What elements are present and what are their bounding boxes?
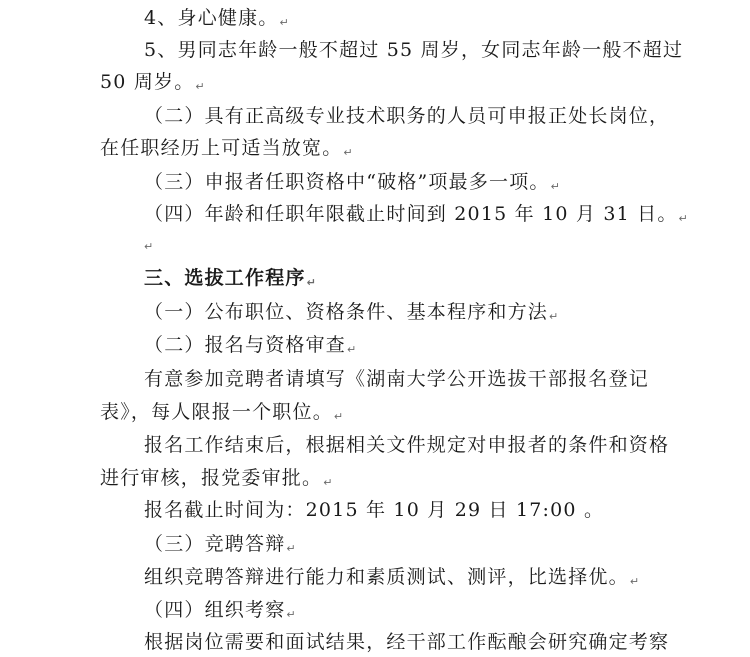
line-text: （一）公布职位、资格条件、基本程序和方法 xyxy=(144,301,549,323)
line-text: （三）申报者任职资格中“破格”项最多一项。 xyxy=(144,171,550,193)
paragraph-mark-icon: ↵ xyxy=(678,212,689,225)
paragraph-mark-icon: ↵ xyxy=(550,180,562,193)
line-text: （二）报名与资格审查 xyxy=(144,334,347,356)
line-text: （三）竞聘答辩 xyxy=(144,533,286,555)
paragraph-mark-icon: ↵ xyxy=(323,476,334,489)
text-line-4 xyxy=(144,104,669,128)
line-text: （四）年龄和任职年限截止时间到 2015 年 10 月 31 日。 xyxy=(144,203,678,225)
line-text: 在任职经历上可适当放宽。 xyxy=(100,137,343,159)
text-line-17 xyxy=(144,565,640,594)
paragraph-mark-icon: ↵ xyxy=(333,410,345,423)
paragraph-mark-icon: ↵ xyxy=(347,343,358,356)
paragraph-mark-icon: ↵ xyxy=(144,240,154,253)
line-text: 50 周岁。 xyxy=(100,71,195,93)
paragraph-mark-icon: ↵ xyxy=(279,16,290,29)
text-line-10 xyxy=(144,333,357,362)
line-text: （二）具有正高级专业技术职务的人员可申报正处长岗位， xyxy=(144,105,670,127)
paragraph-mark-icon: ↵ xyxy=(343,146,354,159)
line-text: 5、男同志年龄一般不超过 55 周岁，女同志年龄一般不超过 xyxy=(144,39,684,61)
line-text: 根据岗位需要和面试结果，经干部工作酝酿会研究确定考察 xyxy=(144,631,670,653)
paragraph-mark-icon: ↵ xyxy=(286,608,297,621)
paragraph-mark-icon: ↵ xyxy=(195,80,206,93)
text-line-13 xyxy=(144,433,669,457)
section-heading xyxy=(144,266,317,295)
text-line-6 xyxy=(144,170,561,199)
line-text: 表》，每人限报一个职位。 xyxy=(100,401,333,423)
text-line-2 xyxy=(144,38,683,62)
text-line-1 xyxy=(144,6,290,35)
line-text: （四）组织考察 xyxy=(144,599,286,621)
line-text: 有意参加竞聘者请填写《湖南大学公开选拔干部报名登记 xyxy=(144,368,650,390)
text-line-12 xyxy=(100,400,344,429)
text-line-11 xyxy=(144,367,649,391)
text-line-18 xyxy=(144,598,297,627)
text-line-16 xyxy=(144,532,297,561)
paragraph-mark-icon: ↵ xyxy=(629,575,641,588)
paragraph-mark-icon: ↵ xyxy=(306,276,318,289)
text-line-3 xyxy=(100,70,206,99)
text-line-9 xyxy=(144,300,559,329)
line-text: 4、身心健康。 xyxy=(144,7,279,29)
line-text: 报名截止时间为：2015 年 10 月 29 日 17:00 。 xyxy=(144,499,605,521)
text-line-15 xyxy=(144,498,604,522)
line-text: 报名工作结束后，根据相关文件规定对申报者的条件和资格 xyxy=(144,434,670,456)
text-line-7 xyxy=(144,202,689,231)
heading-text: 三、选拔工作程序 xyxy=(144,267,306,289)
text-line-19 xyxy=(144,630,669,654)
line-text: 组织竞聘答辩进行能力和素质测试、测评，比选择优。 xyxy=(144,566,629,588)
paragraph-mark-icon: ↵ xyxy=(286,542,297,555)
paragraph-mark-icon: ↵ xyxy=(549,310,560,323)
text-line-14 xyxy=(100,466,334,495)
line-text: 进行审核，报党委审批。 xyxy=(100,467,323,489)
text-line-5 xyxy=(100,136,354,165)
